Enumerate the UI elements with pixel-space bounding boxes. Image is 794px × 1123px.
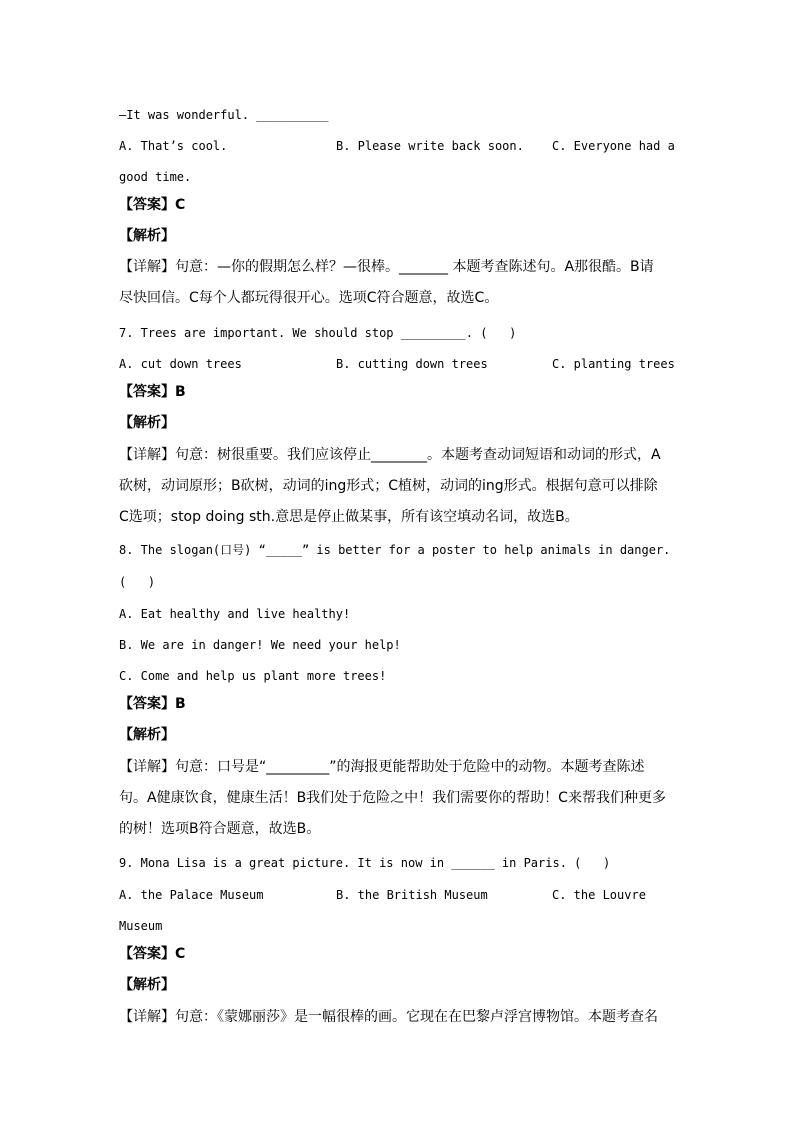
q6-option-c-continued: good time. bbox=[119, 170, 192, 184]
q9-stem: 9. Mona Lisa is a great picture. It is now in ______ in Paris. ( ) bbox=[119, 856, 611, 870]
q9-option-c: C. the Louvre bbox=[552, 888, 646, 902]
q7-analysis-heading: 【解析】 bbox=[119, 415, 175, 431]
q8-detail-line-2: 句。A健康饮食，健康生活！B我们处于危险之中！我们需要你的帮助！C来帮我们种更多 bbox=[119, 790, 666, 806]
q6-option-c: C. Everyone had a bbox=[552, 139, 675, 153]
q7-stem: 7. Trees are important. We should stop _________. ( ) bbox=[119, 326, 517, 340]
q9-option-b: B. the British Museum bbox=[336, 888, 488, 902]
q9-detail-line-1: 【详解】句意：《蒙娜丽莎》是一幅很棒的画。它现在在巴黎卢浮宫博物馆。本题考查名 bbox=[119, 1009, 658, 1025]
q8-option-a: A. Eat healthy and live healthy! bbox=[119, 607, 351, 621]
q7-option-c: C. planting trees bbox=[552, 357, 675, 371]
q7-option-a: A. cut down trees bbox=[119, 357, 242, 371]
q8-detail-line-3: 的树！选项B符合题意，故选B。 bbox=[119, 821, 321, 837]
q9-answer: 【答案】C bbox=[119, 946, 186, 962]
q7-answer: 【答案】B bbox=[119, 384, 186, 400]
q6-option-b: B. Please write back soon. bbox=[336, 139, 524, 153]
q6-detail-line-1: 【详解】句意：—你的假期怎么样？—很棒。_______ 本题考查陈述句。A那很酷。B请 bbox=[119, 259, 654, 275]
q8-answer: 【答案】B bbox=[119, 696, 186, 712]
q8-stem-continued: ( ) bbox=[119, 575, 156, 589]
q9-option-a: A. the Palace Museum bbox=[119, 888, 264, 902]
q9-option-c-continued: Museum bbox=[119, 919, 163, 933]
q6-option-a: A. That’s cool. bbox=[119, 139, 228, 153]
q8-option-c: C. Come and help us plant more trees! bbox=[119, 669, 387, 683]
q6-answer: 【答案】C bbox=[119, 197, 186, 213]
q6-detail-line-2: 尽快回信。C每个人都玩得很开心。选项C符合题意，故选C。 bbox=[119, 290, 499, 306]
q7-option-b: B. cutting down trees bbox=[336, 357, 488, 371]
q6-analysis-heading: 【解析】 bbox=[119, 228, 175, 244]
q9-analysis-heading: 【解析】 bbox=[119, 977, 175, 993]
q7-detail-line-1: 【详解】句意：树很重要。我们应该停止________。本题考查动词短语和动词的形式，A bbox=[119, 447, 661, 463]
q7-detail-line-3: C选项；stop doing sth.意思是停止做某事，所有该空填动名词，故选B。 bbox=[119, 509, 579, 525]
q8-option-b: B. We are in danger! We need your help! bbox=[119, 638, 401, 652]
q6-line: —It was wonderful. __________ bbox=[119, 108, 329, 122]
q8-analysis-heading: 【解析】 bbox=[119, 727, 175, 743]
q8-stem: 8. The slogan(口号) “_____” is better for a poster to help animals in danger. bbox=[119, 543, 671, 557]
q7-detail-line-2: 砍树，动词原形；B砍树，动词的ing形式；C植树，动词的ing形式。根据句意可以排除 bbox=[119, 478, 658, 494]
q8-detail-line-1: 【详解】句意：口号是“_________”的海报更能帮助处于危险中的动物。本题考查陈述 bbox=[119, 759, 645, 775]
